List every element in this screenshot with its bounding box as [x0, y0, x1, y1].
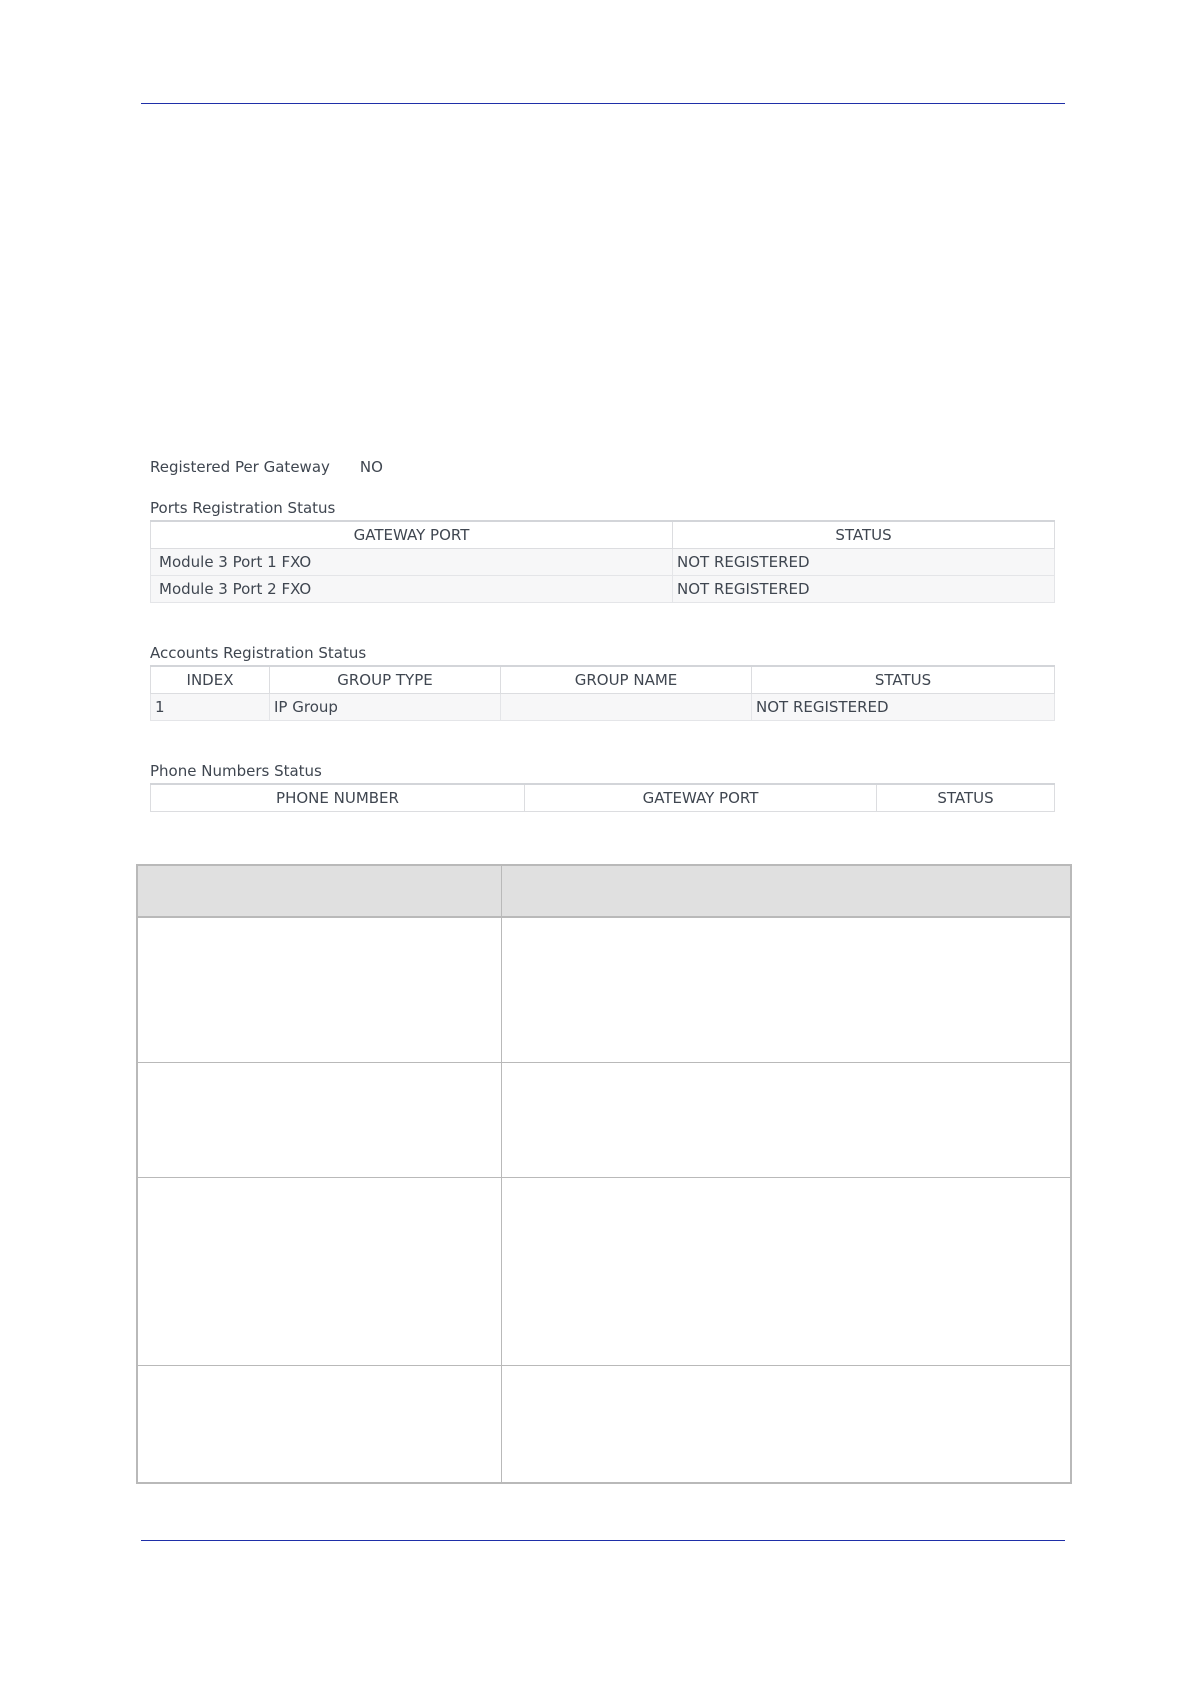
- registered-per-gateway-line: [150, 458, 383, 476]
- table-header-row: [151, 666, 1055, 694]
- parameter-description-table: [136, 864, 1072, 1484]
- column-header-group-type: GROUP TYPE: [270, 666, 501, 694]
- accounts-registration-title: Accounts Registration Status: [150, 644, 367, 662]
- table-cell: [137, 917, 501, 1062]
- column-header-right: [501, 865, 1071, 917]
- column-header-group-name: GROUP NAME: [501, 666, 752, 694]
- table-row: [151, 576, 1055, 603]
- table-row: [137, 1177, 1071, 1365]
- ports-registration-table: [150, 520, 1055, 603]
- gateway-port-cell: Module 3 Port 2 FXO: [151, 576, 673, 603]
- table-cell: [501, 1365, 1071, 1483]
- phone-numbers-table: [150, 783, 1055, 812]
- table-header-row: [151, 784, 1055, 812]
- registered-per-gateway-label: Registered Per Gateway: [150, 458, 330, 476]
- column-header-status: STATUS: [752, 666, 1055, 694]
- table-cell: [501, 1177, 1071, 1365]
- index-cell: 1: [151, 694, 270, 721]
- status-cell: NOT REGISTERED: [673, 576, 1055, 603]
- phone-numbers-title: Phone Numbers Status: [150, 762, 322, 780]
- table-header-row: [137, 865, 1071, 917]
- table-row: [137, 917, 1071, 1062]
- header-rule: [141, 103, 1065, 104]
- table-header-row: [151, 521, 1055, 549]
- table-row: [137, 1365, 1071, 1483]
- table-cell: [137, 1365, 501, 1483]
- footer-rule: [141, 1540, 1065, 1541]
- status-cell: NOT REGISTERED: [673, 549, 1055, 576]
- table-cell: [137, 1062, 501, 1177]
- column-header-status: STATUS: [673, 521, 1055, 549]
- group-name-cell: [501, 694, 752, 721]
- table-row: [151, 694, 1055, 721]
- status-cell: NOT REGISTERED: [752, 694, 1055, 721]
- gateway-port-cell: Module 3 Port 1 FXO: [151, 549, 673, 576]
- column-header-phone-number: PHONE NUMBER: [151, 784, 525, 812]
- table-cell: [501, 1062, 1071, 1177]
- column-header-index: INDEX: [151, 666, 270, 694]
- column-header-status: STATUS: [877, 784, 1055, 812]
- ports-registration-title: Ports Registration Status: [150, 499, 336, 517]
- accounts-registration-table: [150, 665, 1055, 721]
- column-header-left: [137, 865, 501, 917]
- column-header-gateway-port: GATEWAY PORT: [525, 784, 877, 812]
- table-cell: [501, 917, 1071, 1062]
- table-cell: [137, 1177, 501, 1365]
- group-type-cell: IP Group: [270, 694, 501, 721]
- column-header-gateway-port: GATEWAY PORT: [151, 521, 673, 549]
- table-row: [151, 549, 1055, 576]
- table-row: [137, 1062, 1071, 1177]
- registered-per-gateway-value: NO: [359, 458, 383, 476]
